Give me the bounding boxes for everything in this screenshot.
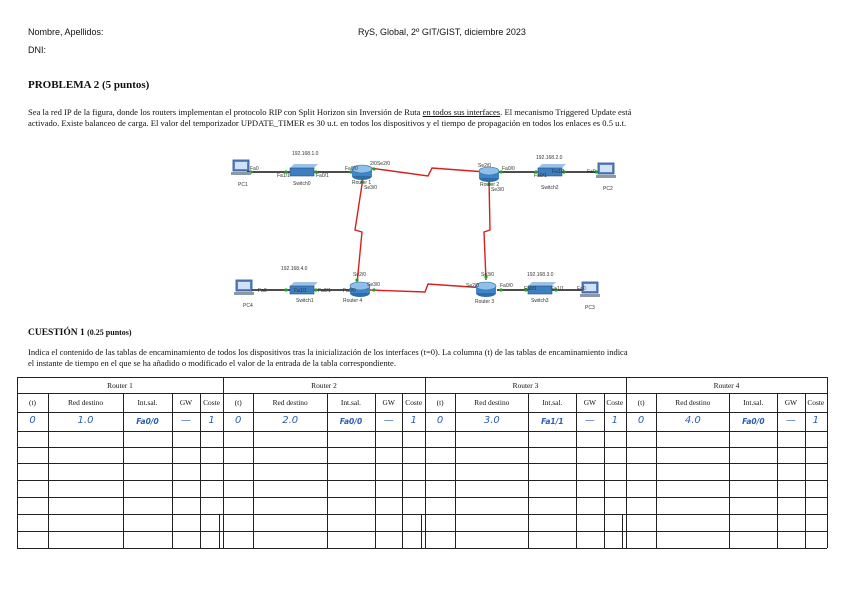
- column-header: GW: [583, 398, 597, 407]
- iface-label: Se3/0: [481, 272, 495, 278]
- entry-destination: 4.0: [684, 415, 701, 426]
- column-header: Int.sal.: [743, 398, 764, 407]
- entry-gateway: —: [785, 415, 796, 426]
- column-header: GW: [784, 398, 798, 407]
- entry-time: 0: [235, 415, 242, 426]
- entry-time: 0: [436, 415, 444, 426]
- iface-label: Se3/0: [364, 185, 378, 191]
- entry-interface: Fa0/0: [742, 417, 765, 426]
- column-header: Red destino: [474, 398, 510, 407]
- iface-label: Fa1/1: [277, 173, 290, 179]
- pc4-label: PC4: [243, 303, 253, 309]
- iface-label: 2/0Se2/0: [370, 161, 391, 167]
- column-header: Coste: [203, 398, 220, 407]
- net-label-3: 192.168.3.0: [527, 272, 554, 278]
- question-text-line2: el instante de tiempo en el que se ha añadido o modificado el valor de la entrada de la tabla correspondiente.: [28, 358, 396, 368]
- column-header: (t): [29, 398, 36, 407]
- router-table-title: Router 3: [512, 381, 539, 390]
- entry-cost: 1: [410, 415, 417, 426]
- pc2-label: PC2: [603, 186, 613, 192]
- router-table-title: Router 1: [107, 381, 133, 390]
- iface-label: Se2/0: [478, 163, 492, 169]
- iface-label: Fa1/1: [294, 288, 307, 294]
- column-header: Int.sal.: [137, 398, 158, 407]
- iface-label: Fa0/1: [318, 288, 331, 294]
- router2-label: Router 2: [480, 182, 500, 188]
- column-header: (t): [234, 398, 242, 407]
- entry-gateway: —: [383, 415, 394, 426]
- router4-label: Router 4: [343, 298, 363, 304]
- iface-label: Se3/0: [367, 282, 381, 288]
- router-table-title: Router 2: [311, 381, 337, 390]
- pc2-icon: [596, 163, 616, 178]
- switch2-label: Switch2: [541, 185, 559, 191]
- entry-destination: 3.0: [483, 415, 500, 426]
- column-header: (t): [436, 398, 444, 407]
- column-header: Int.sal.: [542, 398, 563, 407]
- iface-label: Fa0/1: [534, 173, 547, 179]
- pc1-icon: [231, 160, 251, 175]
- entry-gateway: —: [181, 415, 191, 426]
- net-label-2: 192.168.2.0: [536, 155, 563, 161]
- switch3-label: Switch3: [531, 298, 549, 304]
- entry-interface: Fa1/1: [541, 417, 564, 426]
- column-header: Red destino: [272, 398, 308, 407]
- iface-label: Se3/0: [491, 187, 505, 193]
- column-header: Red destino: [67, 398, 104, 407]
- iface-label: Fa1/1: [551, 286, 564, 292]
- iface-label: Fa0/0: [500, 283, 513, 289]
- entry-gateway: —: [584, 415, 595, 426]
- name-label: Nombre, Apellidos:: [28, 27, 104, 37]
- iface-label: Se2/0: [353, 272, 367, 278]
- iface-label: Fa1/1: [552, 169, 565, 175]
- dni-label: DNI:: [28, 45, 46, 55]
- pc3-label: PC3: [585, 305, 595, 311]
- iface-label: Fa0: [250, 166, 259, 172]
- switch0-label: Switch0: [293, 181, 311, 187]
- entry-destination: 2.0: [282, 415, 299, 426]
- net-label-4: 192.168.4.0: [281, 266, 308, 272]
- iface-label: Se2/0: [466, 283, 480, 289]
- entry-cost: 1: [812, 415, 819, 426]
- router3-label: Router 3: [475, 299, 495, 305]
- column-header: GW: [382, 398, 395, 407]
- course-info: RyS, Global, 2º GIT/GIST, diciembre 2023: [358, 27, 526, 37]
- entry-destination: 1.0: [77, 415, 94, 426]
- column-header: (t): [637, 398, 645, 407]
- entry-time: 0: [29, 415, 36, 426]
- iface-label: Fa0: [577, 286, 586, 292]
- entry-interface: Fa0/0: [339, 417, 363, 426]
- question-text-line1: Indica el contenido de las tablas de encaminamiento de todos los dispositivos tras la inicialización de los interfaces (t=0). La columna (t) de las tablas de encaminamiento indica: [28, 347, 628, 357]
- entry-cost: 1: [611, 415, 618, 426]
- problem-text-line2: activado. Existe balanceo de carga. El valor del temporizador UPDATE_TIMER es 30 u.t. en todos los dispositivos y el tiempo de propagación en todos los enlaces es 0.5 u.t.: [28, 118, 627, 128]
- entry-cost: 1: [208, 415, 215, 426]
- router-table-title: Router 4: [713, 381, 740, 390]
- iface-label: Fa0/0: [502, 166, 515, 172]
- router1-label: Router 1: [352, 180, 372, 186]
- iface-label: Fa0/1: [524, 286, 537, 292]
- problem-text-line1: Sea la red IP de la figura, donde los routers implementan el protocolo RIP con Split Horizon sin Inversión de Ruta en todos sus interfaces. El mecanismo Triggered Update está: [28, 107, 632, 117]
- switch0-icon: [290, 164, 318, 176]
- iface-label: Fa0/0: [343, 288, 356, 294]
- column-header: Red destino: [675, 398, 711, 407]
- iface-label: Fa0: [258, 288, 267, 294]
- iface-label: Fa0/0: [345, 166, 358, 172]
- column-header: Coste: [606, 398, 624, 407]
- pc4-icon: [234, 280, 254, 295]
- iface-label: Fa0: [587, 169, 596, 175]
- problem-title: PROBLEMA 2 (5 puntos): [28, 79, 150, 91]
- column-header: Coste: [807, 398, 825, 407]
- column-header: GW: [179, 398, 193, 407]
- pc1-label: PC1: [238, 182, 248, 188]
- switch1-label: Switch1: [296, 298, 314, 304]
- question-title: CUESTIÓN 1 (0.25 puntos): [28, 328, 132, 338]
- entry-time: 0: [637, 415, 645, 426]
- net-label-1: 192.168.1.0: [292, 151, 319, 157]
- entry-interface: Fa0/0: [136, 417, 159, 426]
- column-header: Int.sal.: [340, 398, 362, 407]
- iface-label: Fa0/1: [316, 173, 329, 179]
- column-header: Coste: [405, 398, 423, 407]
- router2-icon: [479, 167, 499, 182]
